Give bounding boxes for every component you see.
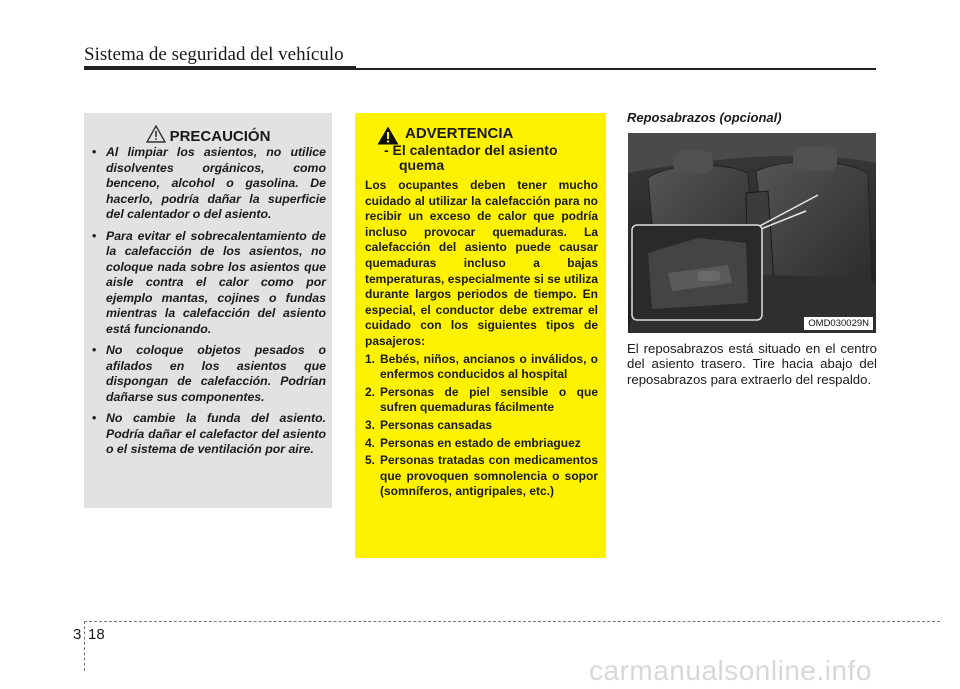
caution-item: • Para evitar el sobrecalentamiento de la calefacción de los asientos, no coloque nada sobre los asientos que aisle contra el calor como por ejemplo mantas, cojines o fundas mientras la calefacción del asiento está funcionando. — [92, 228, 326, 336]
caution-item: • Al limpiar los asientos, no utilice disolventes orgánicos, como benceno, alcohol o gasolina. De hacerlo, podría dañar la superficie del calentador o del asiento. — [92, 145, 326, 221]
chapter-number: 3 — [73, 626, 82, 643]
caution-box — [84, 113, 332, 508]
armrest-heading: Reposabrazos (opcional) — [627, 110, 782, 125]
warning-item — [365, 436, 598, 452]
warning-item — [365, 385, 598, 416]
warning-item-number: 1. — [365, 351, 376, 366]
armrest-description: El reposabrazos está situado en el centro del asiento trasero. Tire hacia abajo del reposabrazos para extraerlo del respaldo. — [627, 341, 877, 387]
caution-item: • No coloque objetos pesados o afilados en los asientos que dispongan de calefacción. Podrían dañarse sus componentes. — [92, 343, 326, 404]
page-header-title: Sistema de seguridad del vehículo — [84, 44, 344, 65]
warning-item-text: Personas en estado de embriaguez — [380, 435, 581, 450]
footer-divider — [84, 621, 85, 671]
caution-title: PRECAUCIÓN — [169, 128, 271, 145]
caution-item: • No cambie la funda del asiento. Podría dañar el calefactor del asiento o el sistema de ventilación por aire. — [92, 411, 326, 456]
caution-heading — [84, 125, 332, 146]
warning-body — [365, 178, 598, 500]
warning-item-text: Personas cansadas — [380, 417, 493, 432]
warning-item-number: 5. — [365, 453, 376, 468]
caution-item-text: No coloque objetos pesados o afilados en los asientos que dispongan de calefacción. Podrían dañarse sus componentes. — [106, 343, 326, 404]
warning-item-number: 2. — [365, 384, 376, 399]
warning-item-number: 4. — [365, 435, 376, 450]
warning-item-text: Personas tratadas con medicamentos que provoquen somnolencia o sopor (somníferos, antigripales, etc.) — [380, 453, 598, 499]
watermark: carmanualsonline.info — [589, 655, 872, 686]
footer-rule — [84, 621, 940, 622]
caution-item-text: Al limpiar los asientos, no utilice disolventes orgánicos, como benceno, alcohol o gasolina. De hacerlo, podría dañar la superficie del calentador o del asiento. — [106, 145, 326, 221]
warning-intro: Los ocupantes deben tener mucho cuidado al utilizar la calefacción para no recibir un exceso de calor que podría incluso provocar quemaduras. La calefacción del asiento puede causar quemaduras incluso a bajas temperaturas, especialmente si se utiliza durante largos periodos de tiempo. En especial, el conductor debe extremar el cuidado con los siguientes tipos de pasajeros: — [365, 178, 598, 348]
warning-subtitle — [384, 143, 594, 173]
page-number: 18 — [88, 626, 105, 643]
warning-item — [365, 453, 598, 500]
caution-triangle-icon — [146, 125, 166, 143]
image-code-label: OMD030029N — [804, 317, 873, 330]
header-rule — [84, 66, 356, 70]
warning-item — [365, 352, 598, 383]
warning-box — [355, 113, 606, 558]
rear-seat-illustration — [628, 133, 876, 333]
caution-list — [92, 145, 326, 464]
warning-item-text: Personas de piel sensible o que sufren quemaduras fácilmente — [380, 384, 598, 415]
warning-title: ADVERTENCIA — [405, 125, 514, 142]
caution-item-text: Para evitar el sobrecalentamiento de la calefacción de los asientos, no coloque nada sobre los asientos que aisle contra el calor como por ejemplo mantas, cojines o fundas mientras la calefacción del asiento está funcionando. — [106, 228, 326, 336]
warning-item — [365, 418, 598, 434]
header-rule-thin — [356, 68, 876, 70]
caution-item-text: No cambie la funda del asiento. Podría dañar el calefactor del asiento o el sistema de ventilación por aire. — [106, 411, 326, 456]
warning-subtitle-line: - El calentador del asiento — [384, 142, 558, 158]
warning-subtitle-line: quema — [399, 157, 445, 173]
warning-item-text: Bebés, niños, ancianos o inválidos, o enfermos conducidos al hospital — [380, 351, 598, 382]
armrest-photo — [628, 133, 876, 333]
warning-list — [365, 352, 598, 500]
warning-item-number: 3. — [365, 417, 376, 432]
